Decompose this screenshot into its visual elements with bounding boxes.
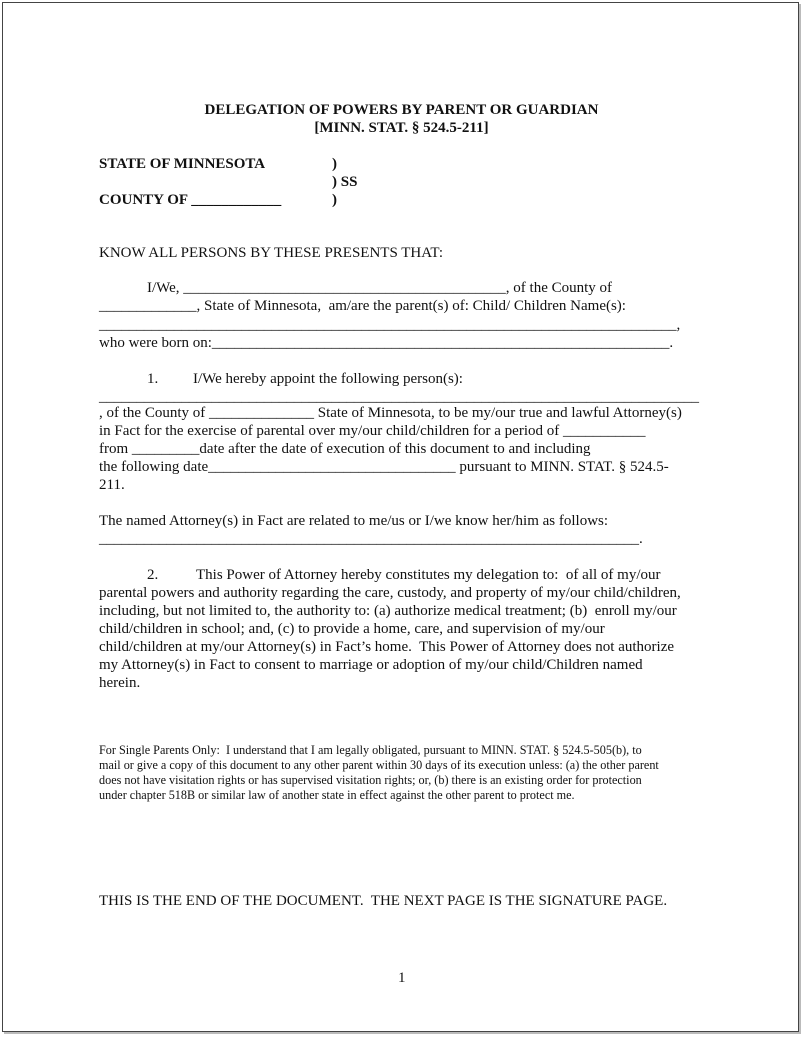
section-2-line-6: my Attorney(s) in Fact to consent to marriage or adoption of my/our child/Children named [99, 657, 643, 673]
section-2-line-4: child/children in school; and, (c) to provide a home, care, and supervision of my/our [99, 621, 605, 637]
parents-line-1: I/We, ___________________________________________, of the County of [147, 280, 613, 296]
appointee-name-line: ________________________________________________________________________________ [99, 389, 699, 405]
venue-paren-bottom: ) [332, 192, 337, 208]
section-2-line-1: This Power of Attorney hereby constitutes my delegation to: of all of my/our [196, 567, 661, 583]
section-2-line-3: including, but not limited to, the authority to: (a) authorize medical treatment; (b) enroll my/our [99, 603, 677, 619]
section-2-line-5: child/children at my/our Attorney(s) in Fact’s home. This Power of Attorney does not authorize [99, 639, 675, 655]
end-of-document-note: THIS IS THE END OF THE DOCUMENT. THE NEXT PAGE IS THE SIGNATURE PAGE. [99, 893, 668, 909]
document-title: DELEGATION OF POWERS BY PARENT OR GUARDIAN [204, 102, 599, 118]
single-parents-line-1: For Single Parents Only: I understand that I am legally obligated, pursuant to MINN. STAT. § 524.5-505(b), to [99, 743, 642, 757]
page-number: 1 [398, 970, 406, 986]
children-names-line: _____________________________________________________________________________, [99, 317, 681, 333]
section-1-line-5: 211. [99, 477, 125, 493]
statute-citation: [MINN. STAT. § 524.5-211] [314, 120, 489, 136]
section-1-line-4: the following date_________________________________ pursuant to MINN. STAT. § 524.5- [99, 459, 669, 475]
section-2-line-2: parental powers and authority regarding the care, custody, and property of my/our child/children, [99, 585, 681, 601]
section-1-heading: I/We hereby appoint the following person(s): [193, 371, 463, 387]
section-1-number: 1. [147, 371, 159, 387]
state-label: STATE OF MINNESOTA [99, 156, 266, 172]
county-label: COUNTY OF ____________ [99, 192, 282, 208]
venue-ss: ) SS [332, 174, 358, 190]
document-page [2, 2, 799, 1032]
section-2-line-7: herein. [99, 675, 141, 691]
relationship-blank-line: ________________________________________________________________________. [99, 531, 643, 547]
parents-line-2: _____________, State of Minnesota, am/are the parent(s) of: Child/ Children Name(s): [99, 298, 626, 314]
single-parents-line-4: under chapter 518B or similar law of another state in effect against the other parent to protect me. [99, 788, 575, 802]
single-parents-line-3: does not have visitation rights or has supervised visitation rights; or, (b) there is an existing order for protection [99, 773, 642, 787]
section-2-number: 2. [147, 567, 159, 583]
section-1-line-2: in Fact for the exercise of parental over my/our child/children for a period of ___________ [99, 423, 646, 439]
section-1-line-1: , of the County of ______________ State of Minnesota, to be my/our true and lawful Attorney(s) [99, 405, 682, 421]
section-1-line-3: from _________date after the date of execution of this document to and including [99, 441, 591, 457]
birth-dates-line: who were born on:_____________________________________________________________. [99, 335, 674, 351]
single-parents-line-2: mail or give a copy of this document to any other parent within 30 days of its execution unless: (a) the other parent [99, 758, 659, 772]
relationship-statement: The named Attorney(s) in Fact are related to me/us or I/we know her/him as follows: [99, 513, 609, 529]
venue-paren-top: ) [332, 156, 337, 172]
know-all-persons: KNOW ALL PERSONS BY THESE PRESENTS THAT: [99, 245, 444, 261]
